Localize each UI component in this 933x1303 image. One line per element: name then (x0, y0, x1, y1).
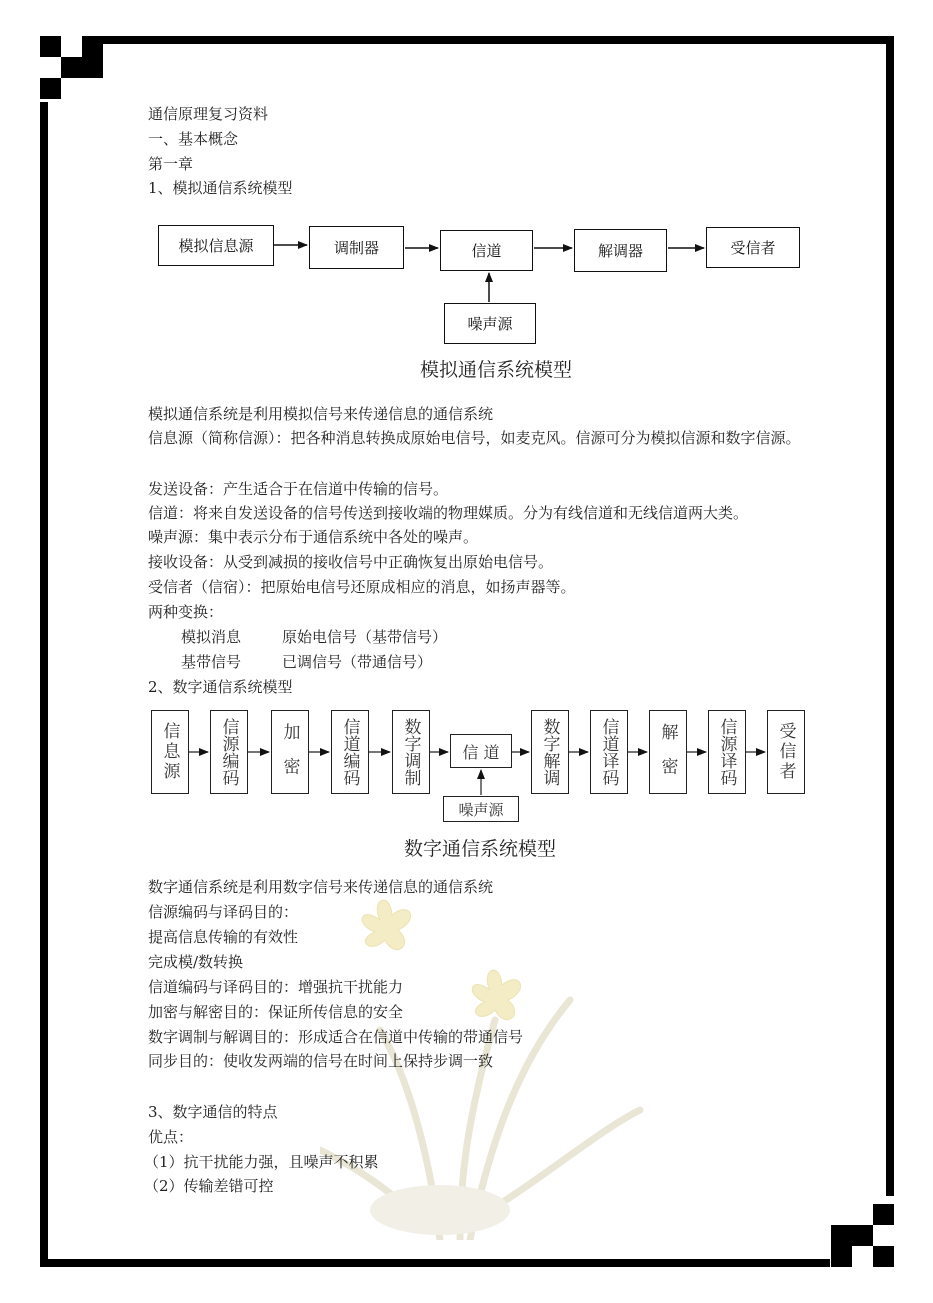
chapter-heading: 第一章 (148, 155, 194, 173)
analog-channel-desc: 信道：将来自发送设备的信号传送到接收端的物理媒质。分为有线信道和无线信道两大类。 (148, 504, 749, 522)
digital-box-source: 信息源 (151, 710, 189, 794)
advantage-item-1: （1）抗干扰能力强，且噪声不积累 (144, 1153, 379, 1171)
digital-box-encryption: 加 密 (271, 710, 309, 794)
advantages-title: 优点： (148, 1128, 194, 1146)
digital-box-noise: 噪声源 (443, 796, 519, 822)
analog-box-modulator: 调制器 (309, 226, 404, 269)
digital-box-channel-decoder: 信道译码 (590, 710, 628, 794)
analog-source-desc: 信息源（简称信源）：把各种消息转换成原始电信号，如麦克风。信源可分为模拟信源和数字信源。 (148, 429, 801, 447)
subsection-analog-heading: 1、模拟通信系统模型 (148, 179, 293, 197)
conversion-1-right: 原始电信号（基带信号） (282, 628, 448, 646)
analog-receiver-desc: 接收设备：从受到减损的接收信号中正确恢复出原始电信号。 (148, 553, 554, 571)
analog-box-sink: 受信者 (706, 227, 800, 268)
subsection-digital-heading: 2、数字通信系统模型 (148, 678, 293, 696)
analog-box-demodulator: 解调器 (574, 229, 667, 272)
digital-box-decryption: 解 密 (649, 710, 687, 794)
digital-line-3: 完成模/数转换 (148, 953, 244, 971)
digital-box-source-decoder: 信源译码 (708, 710, 746, 794)
digital-box-demodulator: 数字解调 (531, 710, 569, 794)
analog-sender-desc: 发送设备：产生适合于在信道中传输的信号。 (148, 480, 449, 498)
digital-diagram-caption: 数字通信系统模型 (404, 838, 557, 860)
digital-box-channel-encoder: 信道编码 (331, 710, 369, 794)
conversion-2-right: 已调信号（带通信号） (282, 653, 433, 671)
analog-sink-desc: 受信者（信宿）：把原始电信号还原成相应的消息，如扬声器等。 (148, 578, 576, 596)
section-heading: 一、基本概念 (148, 130, 239, 148)
subsection-features-heading: 3、数字通信的特点 (148, 1103, 278, 1121)
digital-intro: 数字通信系统是利用数字信号来传递信息的通信系统 (148, 878, 494, 896)
conversions-title: 两种变换： (148, 603, 224, 621)
digital-box-sink: 受信者 (767, 710, 805, 794)
analog-diagram-caption: 模拟通信系统模型 (420, 359, 573, 381)
analog-box-source: 模拟信息源 (158, 225, 274, 266)
digital-box-modulator: 数字调制 (392, 710, 430, 794)
digital-line-1: 信源编码与译码目的： (148, 903, 299, 921)
digital-line-7: 同步目的：使收发两端的信号在时间上保持步调一致 (148, 1052, 494, 1070)
digital-line-6: 数字调制与解调目的：形成适合在信道中传输的带通信号 (148, 1028, 524, 1046)
analog-box-channel: 信道 (440, 230, 533, 271)
doc-title: 通信原理复习资料 (148, 105, 269, 123)
digital-box-source-encoder: 信源编码 (210, 710, 248, 794)
digital-line-4: 信道编码与译码目的：增强抗干扰能力 (148, 978, 404, 996)
digital-box-channel: 信 道 (450, 734, 512, 768)
analog-box-noise: 噪声源 (444, 303, 536, 344)
analog-noise-desc: 噪声源：集中表示分布于通信系统中各处的噪声。 (148, 528, 479, 546)
analog-intro: 模拟通信系统是利用模拟信号来传递信息的通信系统 (148, 405, 494, 423)
conversion-2-left: 基带信号 (181, 653, 242, 671)
advantage-item-2: （2）传输差错可控 (144, 1177, 274, 1195)
digital-line-5: 加密与解密目的：保证所传信息的安全 (148, 1003, 404, 1021)
conversion-1-left: 模拟消息 (181, 628, 242, 646)
digital-line-2: 提高信息传输的有效性 (148, 928, 299, 946)
